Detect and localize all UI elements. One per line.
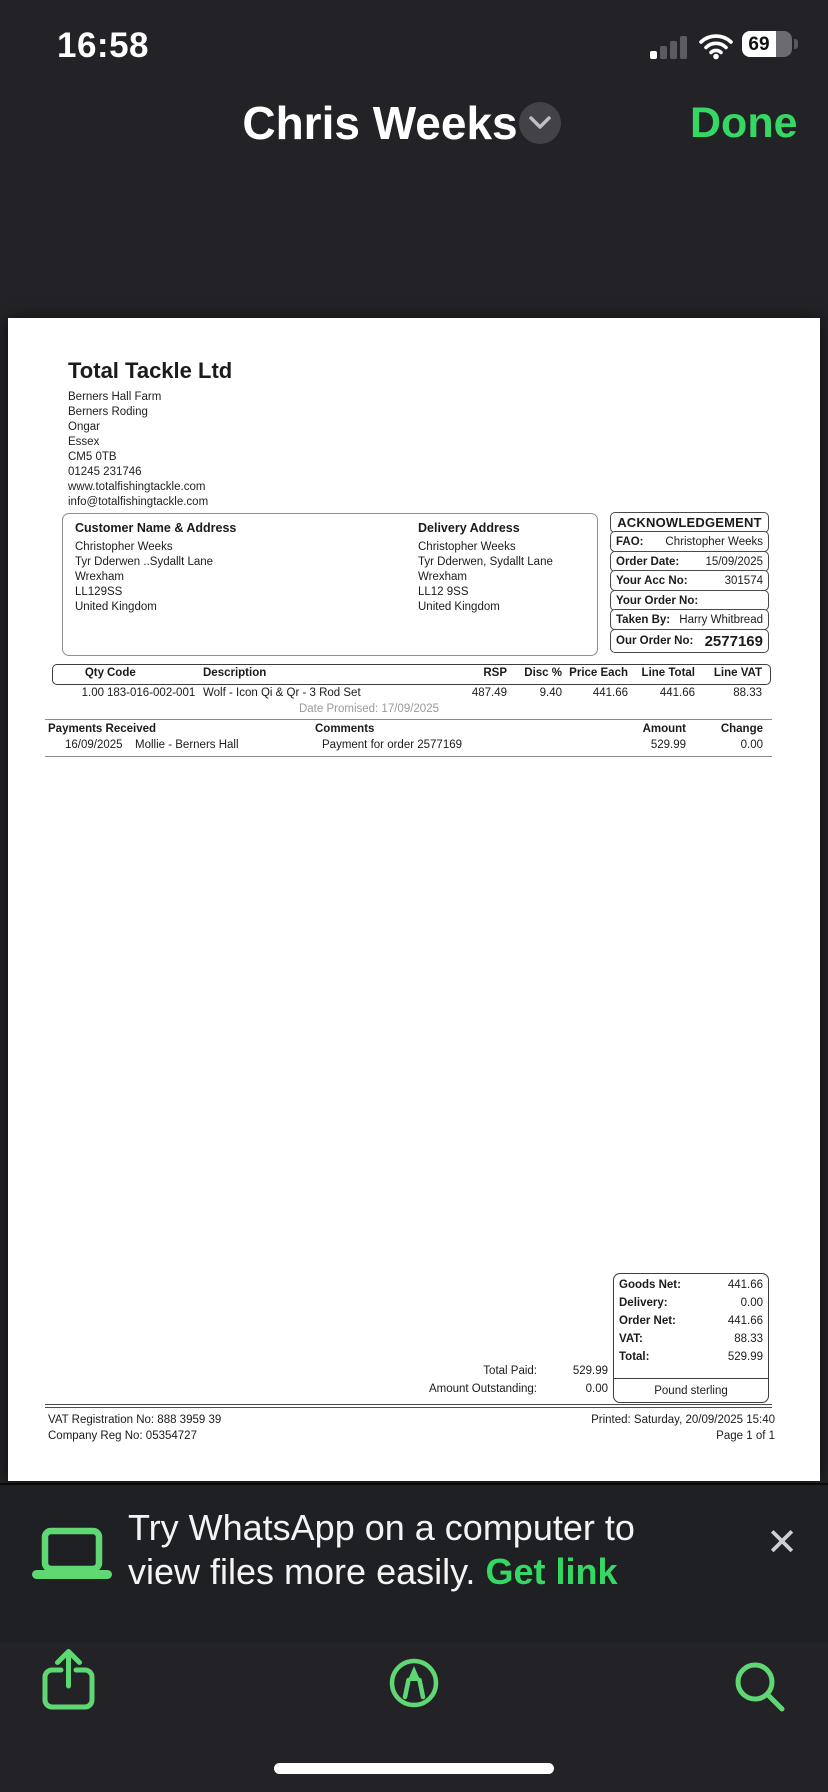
ack-row-order-date: Order Date: 15/09/2025	[610, 551, 769, 572]
col-disc: Disc %	[524, 667, 562, 679]
banner-text: Try WhatsApp on a computer to view files more easily. Get link	[128, 1507, 635, 1592]
printed-date: Printed: Saturday, 20/09/2025 15:40	[591, 1414, 775, 1426]
item-code: 183-016-002-001	[107, 687, 196, 699]
total-vat: VAT: 88.33	[619, 1333, 763, 1345]
laptop-icon	[30, 1527, 114, 1581]
delivery-heading: Delivery Address	[418, 521, 520, 535]
ack-row-acc-no: Your Acc No: 301574	[610, 570, 769, 591]
payment-amount: 529.99	[650, 739, 686, 751]
ack-row-fao: FAO: Christopher Weeks	[610, 531, 769, 552]
get-link-button[interactable]: Get link	[485, 1551, 618, 1592]
amount-heading: Amount	[642, 723, 686, 735]
item-line-vat: 88.33	[733, 687, 762, 699]
ack-row-your-order-no: Your Order No:	[610, 590, 769, 611]
search-icon[interactable]	[732, 1659, 788, 1715]
wifi-icon	[698, 32, 734, 60]
total-delivery: Delivery: 0.00	[619, 1297, 763, 1309]
share-icon[interactable]	[40, 1648, 98, 1712]
change-heading: Change	[720, 723, 763, 735]
delivery-address: Christopher Weeks Tyr Dderwen, Sydallt Lane Wrexham LL12 9SS United Kingdom	[418, 541, 553, 613]
col-line-vat: Line VAT	[713, 667, 762, 679]
company-name: Total Tackle Ltd	[68, 358, 233, 383]
comments-heading: Comments	[315, 723, 375, 735]
total-goods-net: Goods Net: 441.66	[619, 1279, 763, 1291]
company-reg: Company Reg No: 05354727	[48, 1430, 197, 1442]
customer-address: Christopher Weeks Tyr Dderwen ..Sydallt Lane Wrexham LL129SS United Kingdom	[75, 541, 214, 613]
payment-comment: Payment for order 2577169	[322, 739, 463, 751]
item-price-each: 441.66	[592, 687, 628, 699]
done-button[interactable]: Done	[690, 99, 798, 147]
acknowledgement-heading: ACKNOWLEDGEMENT	[610, 512, 769, 533]
markup-icon[interactable]	[388, 1657, 440, 1709]
status-time: 16:58	[57, 26, 150, 65]
col-price-each: Price Each	[569, 667, 628, 679]
customer-heading: Customer Name & Address	[75, 521, 237, 535]
document-page[interactable]	[8, 318, 820, 1481]
item-line-total: 441.66	[659, 687, 695, 699]
page-number: Page 1 of 1	[716, 1430, 775, 1442]
item-disc: 9.40	[539, 687, 562, 699]
acknowledgement-box	[610, 513, 769, 653]
col-code: Code	[107, 667, 136, 679]
date-promised: Date Promised: 17/09/2025	[298, 703, 439, 715]
cellular-signal-icon	[650, 35, 690, 59]
item-description: Wolf - Icon Qi & Qr - 3 Rod Set	[203, 687, 361, 699]
close-banner-icon[interactable]: ✕	[766, 1522, 798, 1564]
battery-percent: 69	[748, 34, 770, 55]
total-paid-value: 529.99	[572, 1365, 608, 1377]
outstanding-label: Amount Outstanding:	[428, 1383, 537, 1395]
home-indicator[interactable]	[274, 1763, 554, 1774]
payment-date: 16/09/2025	[65, 739, 123, 751]
item-qty: 1.00	[81, 687, 104, 699]
ack-row-our-order-no: Our Order No: 2577169	[610, 629, 769, 653]
total-paid-label: Total Paid:	[483, 1365, 537, 1377]
footer-double-line	[45, 1404, 772, 1408]
title-dropdown-button[interactable]	[519, 102, 561, 144]
col-description: Description	[203, 667, 267, 679]
currency-separator	[614, 1378, 768, 1379]
payment-method: Mollie - Berners Hall	[135, 739, 239, 751]
payment-change: 0.00	[740, 739, 763, 751]
item-rsp: 487.49	[471, 687, 507, 699]
document-title[interactable]: Chris Weeks	[242, 97, 518, 149]
battery-icon	[742, 31, 792, 57]
payments-heading: Payments Received	[48, 723, 157, 735]
outstanding-value: 0.00	[585, 1383, 608, 1395]
currency-label: Pound sterling	[654, 1385, 728, 1397]
battery-cap	[794, 39, 798, 49]
separator-line	[45, 719, 772, 720]
ack-row-taken-by: Taken By: Harry Whitbread	[610, 609, 769, 630]
separator-line	[45, 756, 772, 757]
col-qty: Qty	[84, 667, 104, 679]
col-rsp: RSP	[483, 667, 507, 679]
total-order-net: Order Net: 441.66	[619, 1315, 763, 1327]
total-total: Total: 529.99	[619, 1351, 763, 1363]
vat-registration: VAT Registration No: 888 3959 39	[48, 1414, 222, 1426]
chevron-down-icon	[529, 116, 551, 130]
whatsapp-desktop-banner	[0, 1483, 828, 1643]
col-line-total: Line Total	[641, 667, 695, 679]
company-address: Berners Hall Farm Berners Roding Ongar Essex CM5 0TB 01245 231746 www.totalfishingtackle.com info@totalfishingtackle.com	[68, 391, 209, 508]
